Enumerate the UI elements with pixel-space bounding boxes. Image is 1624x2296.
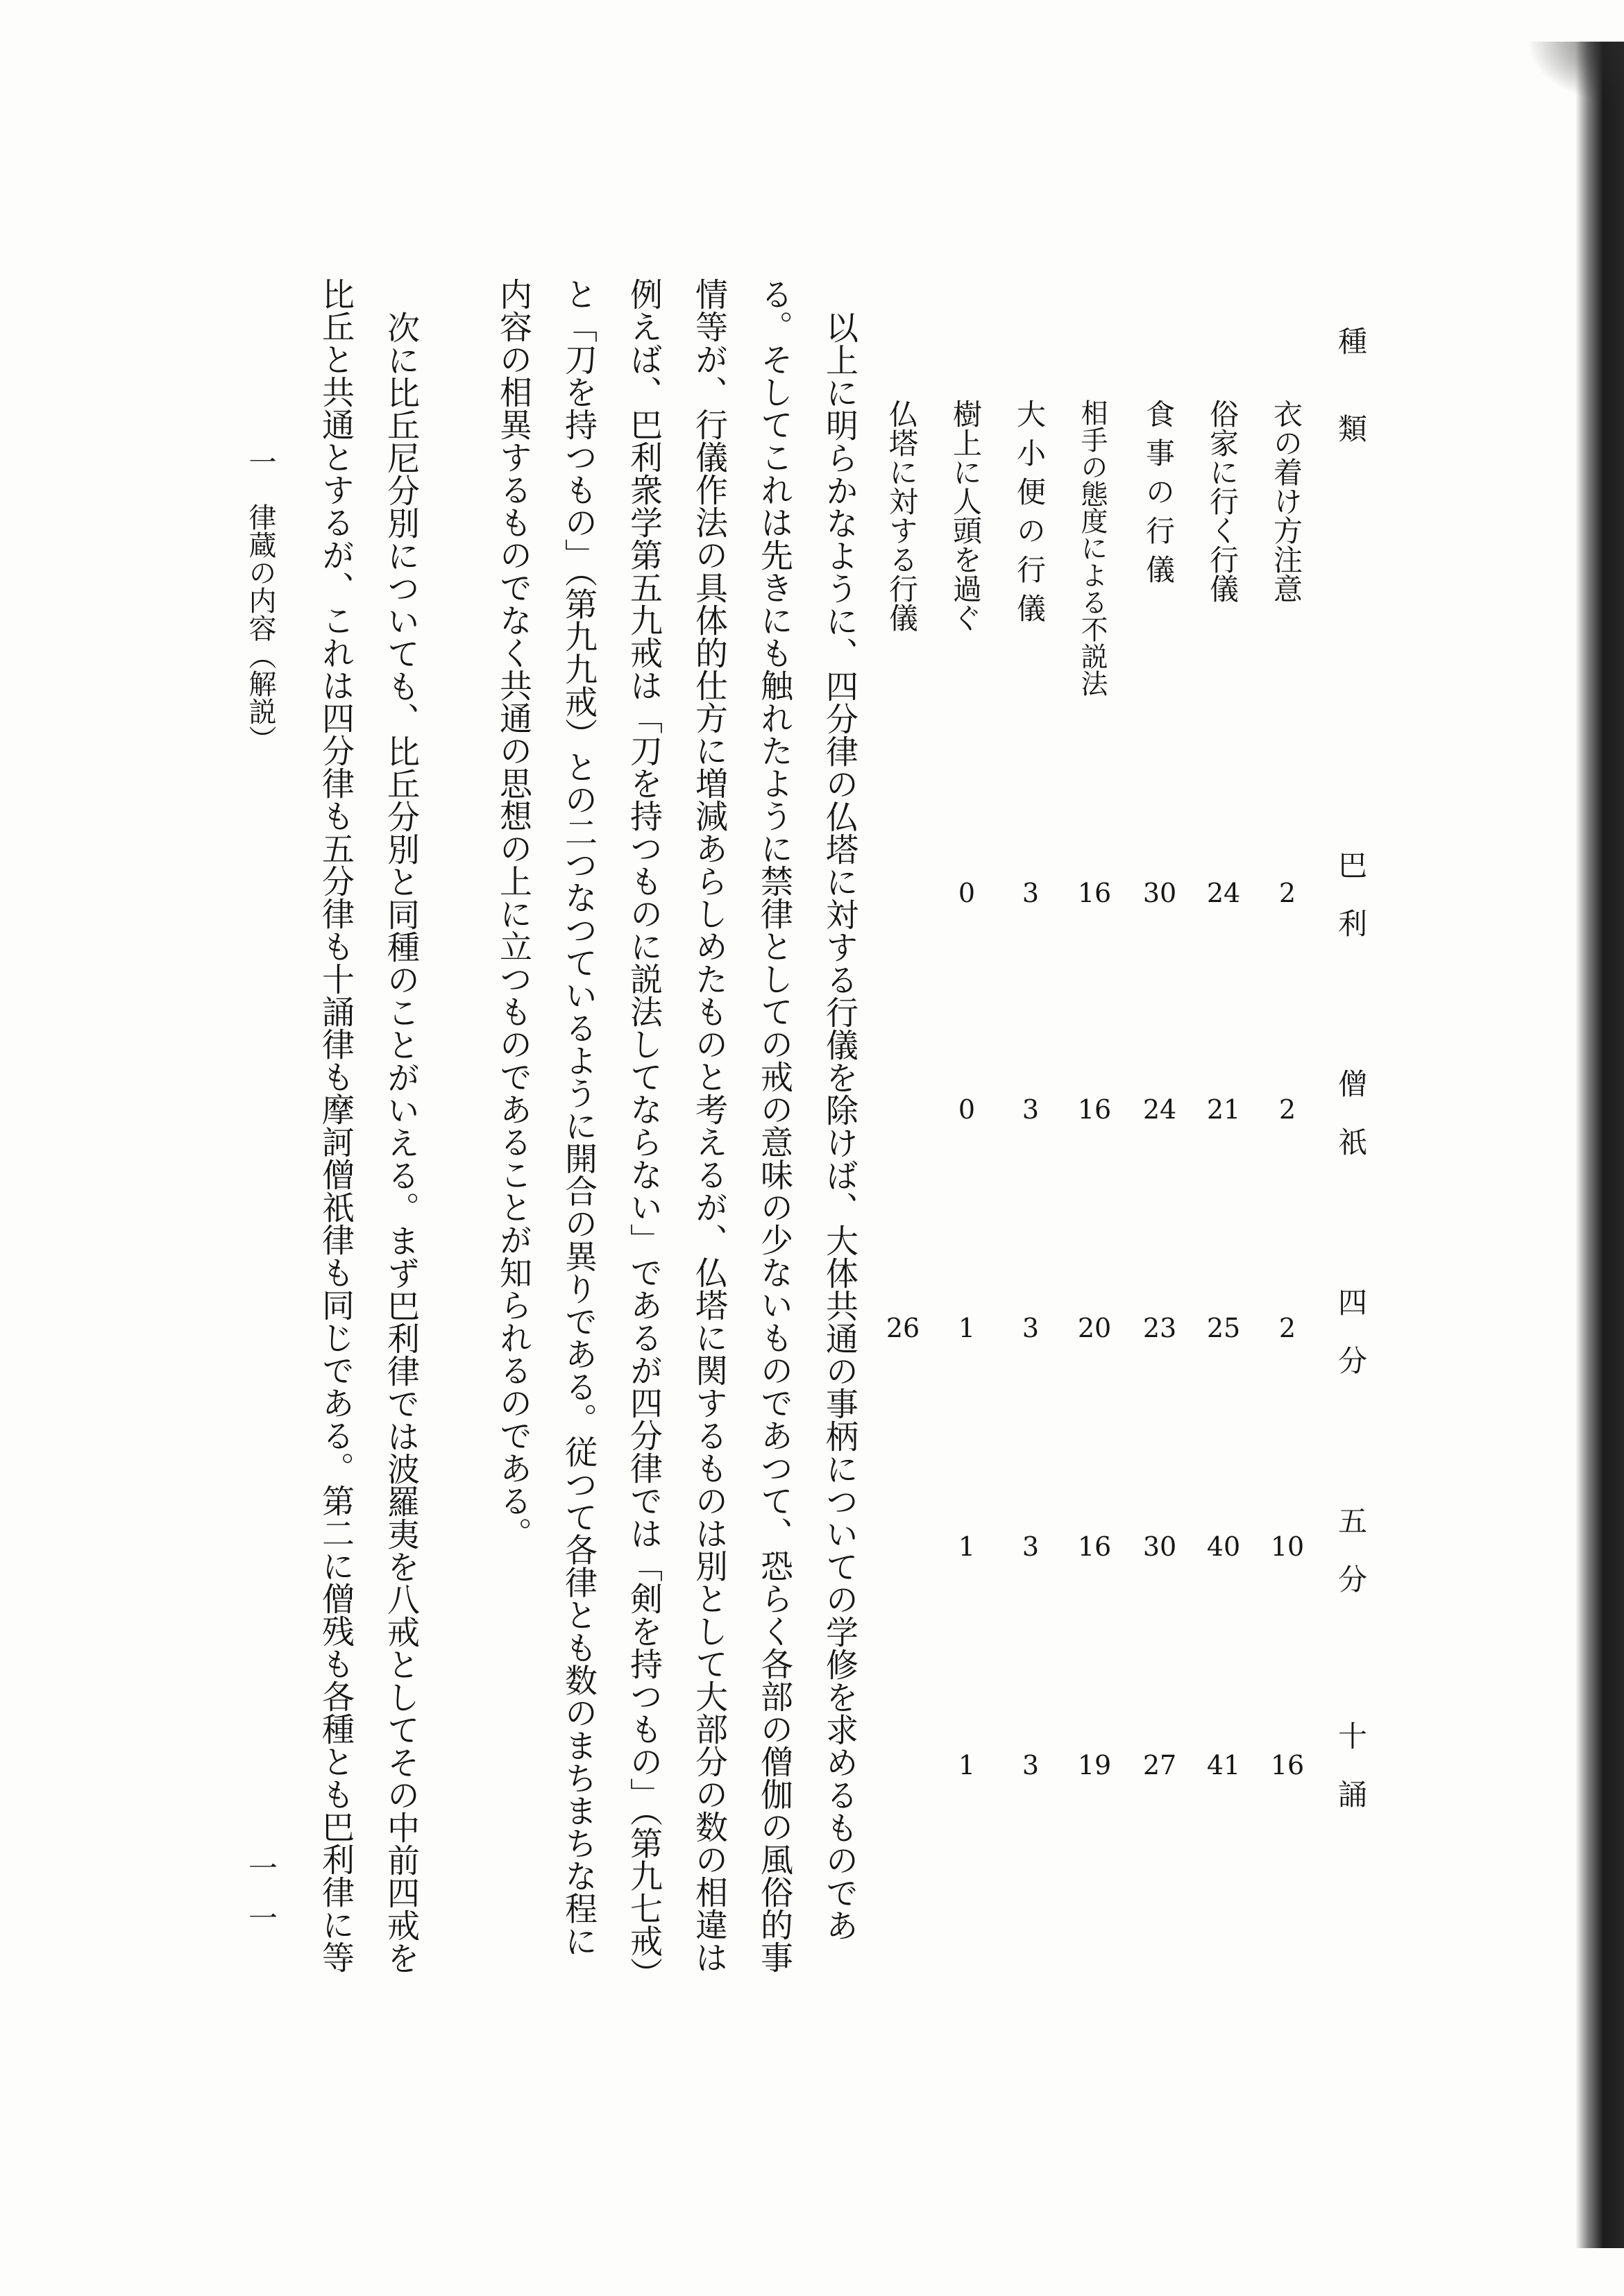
table-header-shibun: 四 分	[1334, 1287, 1368, 1375]
body-text-line: 情等が、行儀作法の具体的仕方に増減あらしめたものと考えるが、仏塔に関するものは別として大部分の数の相違は	[690, 278, 728, 1973]
cell-value: 41	[1206, 1750, 1241, 1780]
cell-value: 2	[1278, 1094, 1296, 1125]
cell-value: 3	[1022, 1094, 1040, 1125]
cell-value: 16	[1077, 878, 1112, 908]
cell-value: 3	[1022, 1750, 1040, 1780]
cell-value: 1	[958, 1313, 976, 1343]
cell-value: 0	[958, 878, 976, 908]
cell-value: 16	[1077, 1531, 1112, 1562]
cell-value: 3	[1022, 1531, 1040, 1562]
body-text-line: 例えば、巴利衆学第五九戒は「刀を持つものに説法してならない」であるが四分律では「剣を持つもの」（第九七戒）	[625, 278, 663, 1990]
cell-value: 10	[1270, 1531, 1305, 1562]
row-label-tree-above-head: 樹上に人頭を過ぐ	[949, 399, 983, 632]
table-header-pali: 巴 利	[1334, 850, 1368, 937]
cell-value: 40	[1206, 1531, 1241, 1562]
body-text-line: る。そしてこれは先きにも触れたように禁律としての戒の意味の少ないものであつて、恐らく各部の僧伽の風俗的事	[755, 278, 793, 1973]
cell-value: 24	[1142, 1094, 1177, 1125]
scan-shadow-edge	[1575, 42, 1624, 2248]
cell-value: 3	[1022, 878, 1040, 908]
body-text-line: 比丘と共通とするが、これは四分律も五分律も十誦律も摩訶僧祇律も同じである。第二に僧残も各種とも巴利律に等	[316, 278, 355, 1973]
cell-value: 3	[1022, 1313, 1040, 1343]
cell-value: 2	[1278, 1313, 1296, 1343]
cell-value: 21	[1206, 1094, 1241, 1125]
body-text-line: 次に比丘尼分別についても、比丘分別と同種のことがいえる。まず巴利律では波羅夷を八戒としてその中前四戒を	[382, 311, 420, 1974]
cell-value: 24	[1206, 878, 1241, 908]
row-label-stupa: 仏塔に対する行儀	[885, 399, 919, 632]
cell-value: 19	[1077, 1750, 1112, 1780]
cell-value: 16	[1077, 1094, 1112, 1125]
table-header-sanghika: 僧 祇	[1334, 1069, 1368, 1156]
cell-value: 30	[1142, 1531, 1177, 1562]
page-number: 一一	[244, 1853, 278, 1953]
cell-value: 1	[958, 1531, 976, 1562]
scan-shadow-corner	[1527, 42, 1624, 104]
cell-value: 20	[1077, 1313, 1112, 1343]
running-footer-title: 一 律蔵の内容（解説）	[244, 448, 276, 753]
cell-value: 30	[1142, 878, 1177, 908]
table-header-gobun: 五 分	[1334, 1506, 1368, 1593]
cell-value: 25	[1206, 1313, 1241, 1343]
cell-value: 0	[958, 1094, 976, 1125]
body-text-line: 以上に明らかなように、四分律の仏塔に対する行儀を除けば、大体共通の事柄についての学修を求めるものであ	[820, 311, 858, 1941]
table-header-jusho: 十 誦	[1334, 1721, 1368, 1808]
cell-value: 27	[1142, 1750, 1177, 1780]
table-header-type: 種 類	[1334, 326, 1368, 443]
cell-value: 16	[1270, 1750, 1305, 1780]
row-label-robe: 衣の着け方注意	[1269, 399, 1303, 603]
cell-value: 1	[958, 1750, 976, 1780]
row-label-toilet: 大 小 便 の 行 儀	[1013, 399, 1047, 613]
row-label-refusal-to-preach: 相手の態度による不説法	[1076, 399, 1108, 697]
cell-value: 2	[1278, 878, 1296, 908]
cell-value: 23	[1142, 1313, 1177, 1343]
row-label-household-visit: 俗家に行く行儀	[1206, 399, 1240, 603]
body-text-line: と「刀を持つもの」（第九九戒）との二つなつているように開合の異りである。従つて各律とも数のまちまちな程に	[559, 278, 598, 1957]
body-text-line: 内容の相異するものでなく共通の思想の上に立つものであることが知られるのである。	[494, 278, 532, 1549]
cell-value: 26	[886, 1313, 920, 1343]
row-label-meal: 食 事 の 行 儀	[1142, 399, 1176, 574]
